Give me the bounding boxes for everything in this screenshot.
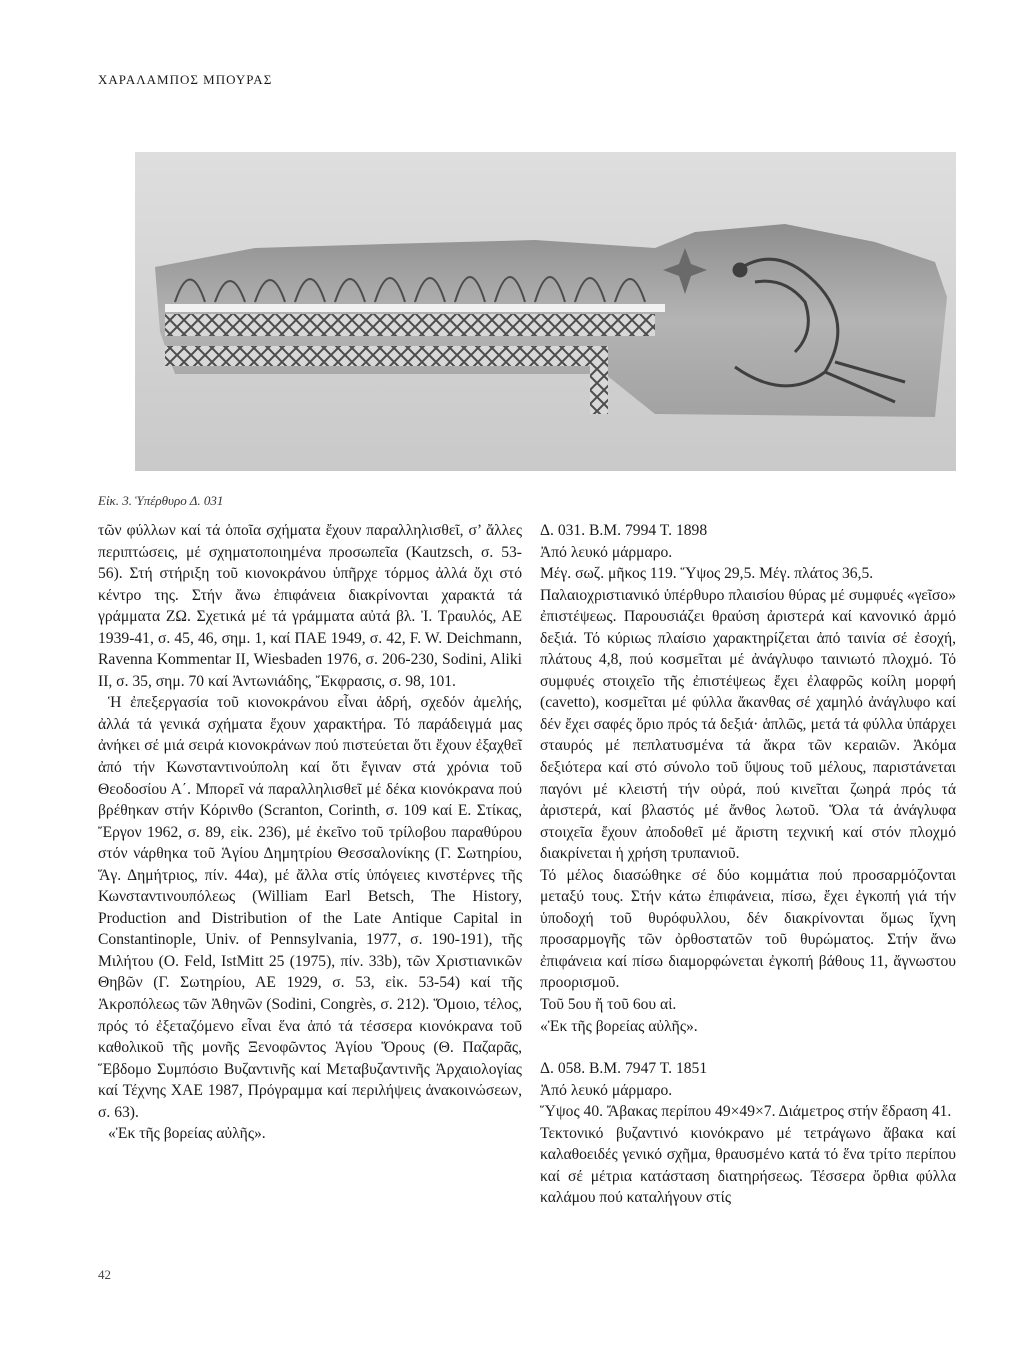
paragraph: «Ἐκ τῆς βορείας αὐλῆς».: [108, 1125, 266, 1143]
lintel-photograph: [135, 152, 956, 471]
paragraph: Ἀπό λευκό μάρμαρο.: [540, 543, 673, 561]
catalogue-entry-heading: Δ. 058. Β.Μ. 7947 Τ. 1851: [540, 1060, 708, 1078]
guilloche-band-lower: [165, 346, 605, 366]
paragraph: Ἀπό λευκό μάρμαρο.: [540, 1081, 673, 1099]
paragraph: «Ἐκ τῆς βορείας αὐλῆς».: [540, 1017, 698, 1035]
guilloche-band-vertical: [590, 346, 608, 414]
paragraph: Μέγ. σωζ. μῆκος 119. Ὕψος 29,5. Μέγ. πλάτος 36,5.: [540, 565, 874, 583]
page-number: 42: [98, 1267, 111, 1282]
paragraph: Ἡ ἐπεξεργασία τοῦ κιονοκράνου εἶναι ἀδρή, σχεδόν ἀμελής, ἀλλά τά γενικά σχήματα ἔχουν χαρακτήρα. Τό παράδειγμά μας ἀνήκει σέ μιά σειρά κιονοκράνων πού πιστεύεται ὅτι ἔχουν ἐξαχθεῖ ἀπό τήν Κωνσταντινούπολη καί ὅτι ἔγιναν στά χρόνια τοῦ Θεοδοσίου Α΄. Μπορεῖ νά παραλληλισθεῖ μέ δέκα κιονόκρανα πού βρέθηκαν στήν Κόρινθο (Scranton, Corinth, σ. 109 καί Ε. Στίκας, Ἔργον 1962, σ. 89, εἰκ. 236), μέ ἐκεῖνο τοῦ τρίλοβου παραθύρου στόν νάρθηκα τοῦ Ἁγίου Δημητρίου Θεσσαλονίκης (Γ. Σωτηρίου, Ἅγ. Δημήτριος, πίν. 44α), μέ ἄλλα στίς ὑπόγειες κινστέρνες τῆς Κωνσταντινουπόλεως (William Earl Betsch, The History, Production and Distribution of the Late Antique Capital in Constantinople, Univ. of Pennsylvania, 1977, σ. 190-191), τῆς Μιλήτου (O. Feld, IstMitt 25 (1975), πίν. 33b), τῶν Χριστιανικῶν Θηβῶν (Γ. Σωτηρίου, ΑΕ 1929, σ. 53, εἰκ. 53-54) καί τῆς Ἀκροπόλεως τῶν Ἀθηνῶν (Sodini, Congrès, σ. 212). Ὅμοιο, τέλος, πρός τό ἐξεταζόμενο εἶναι ἕνα ἀπό τά τέσσερα κιονόκρανα τοῦ καθολικοῦ τῆς μονῆς Ξενοφῶντος Ἁγίου Ὄρους (Θ. Παζαρᾶς, Ἕβδομο Συμπόσιο Βυζαντινῆς καί Μεταβυζαντινῆς Ἀρχαιολογίας καί Τέχνης ΧΑΕ 1987, Πρόγραμμα καί περιλήψεις ἀνακοινώσεων, σ. 63).: [98, 694, 522, 1121]
running-head: ΧΑΡΑΛΑΜΠΟΣ ΜΠΟΥΡΑΣ: [98, 72, 273, 87]
frame-edge: [165, 304, 665, 312]
figure-caption: Εἰκ. 3. Ὑπέρθυρο Δ. 031: [98, 493, 224, 508]
lintel-photo-svg: [135, 152, 956, 471]
paragraph: Τό μέλος διασώθηκε σέ δύο κομμάτια πού προσαρμόζονται μεταξύ τους. Στήν κάτω ἐπιφάνεια, πίσω, ἔχει ἐγκοπή γιά τήν ὑποδοχή τοῦ θυρόφυλλου, δέν διακρίνονται ὅμως ἴχνη προσαρμογῆς τῶν ὀρθοστατῶν τοῦ θυρώματος. Στήν ἄνω ἐπιφάνεια καί πίσω διαμορφώνεται ἐγκοπή βάθους 11, ἄγνωστου προορισμοῦ.: [540, 866, 956, 992]
paragraph: Ὕψος 40. Ἄβακας περίπου 49×49×7. Διάμετρος στήν ἕδραση 41.: [540, 1103, 952, 1121]
paragraph: Τοῦ 5ου ἤ τοῦ 6ου αἰ.: [540, 996, 677, 1014]
paragraph: Τεκτονικό βυζαντινό κιονόκρανο μέ τετράγωνο ἄβακα καί καλαθοειδές γενικό σχῆμα, θραυσμένο κατά τό ἕνα τρίτο περίπου καί σέ μέτρια κατάσταση διατηρήσεως. Τέσσερα ὄρθια φύλλα καλάμου πού καταλήγουν στίς: [540, 1124, 956, 1207]
guilloche-band: [165, 314, 655, 336]
paragraph: Παλαιοχριστιανικό ὑπέρθυρο πλαισίου θύρας μέ συμφυές «γεῖσο» ἐπιστέψεως. Παρουσιάζει θραύση ἀριστερά καί κανονικό ἁρμό δεξιά. Τό κύριως πλαίσιο χαρακτηρίζεται ἀπό ταινία σέ ἐσοχή, πλάτους 4,8, πού κοσμεῖται μέ ἀνάγλυφο ταινιωτό πλοχμό. Τό συμφυές στοιχεῖο τῆς ἐπιστέψεως ἔχει ἐλαφρῶς κοίλη μορφή (cavetto), κοσμεῖται μέ φύλλα ἄκανθας σέ χαμηλό ἀνάγλυφο καί δέν ἔχει σαφές ὅριο πρός τά δεξιά· ἁπλῶς, μετά τά φύλλα ὑπάρχει σταυρός μέ πεπλατυσμένα τά ἄκρα τῶν κεραιῶν. Ἀκόμα δεξιότερα καί στό σύνολο τοῦ ὕψους τοῦ μέλους, παριστάνεται παγόνι μέ κλειστή τήν οὐρά, πού κινεῖται ζωηρά πρός τά ἀριστερά, καί βλαστός μέ ἄνθος λωτοῦ. Ὅλα τά ἀνάγλυφα στοιχεῖα ἔχουν ἀποδοθεῖ μέ ἄριστη τεχνική καί στόν πλοχμό διακρίνεται ἡ χρήση τρυπανιοῦ.: [540, 586, 956, 863]
left-column: [98, 520, 522, 1145]
catalogue-entry-heading: Δ. 031. Β.Μ. 7994 Τ. 1898: [540, 522, 708, 539]
paragraph: τῶν φύλλων καί τά ὁποῖα σχήματα ἔχουν παραλληλισθεῖ, σ’ ἄλλες περιπτώσεις, μέ σχηματοποιημένα προσωπεῖα (Kautzsch, σ. 53-56). Στή στήριξη τοῦ κιονοκράνου ὑπῆρχε τόρμος ἀλλά ὄχι στό κέντρο της. Στήν ἄνω ἐπιφάνεια διακρίνονται χαρακτά τά γράμματα ZΩ. Σχετικά μέ τά γράμματα αὐτά βλ. Ἰ. Τραυλός, ΑΕ 1939-41, σ. 45, 46, σημ. 1, καί ΠΑΕ 1949, σ. 42, F. W. Deichmann, Ravenna Kommentar II, Wiesbaden 1976, σ. 206-230, Sodini, Aliki II, σ. 35, σημ. 70 καί Ἀντωνιάδης, Ἔκφρασις, σ. 98, 101.: [98, 522, 522, 690]
right-column: [540, 520, 956, 1209]
